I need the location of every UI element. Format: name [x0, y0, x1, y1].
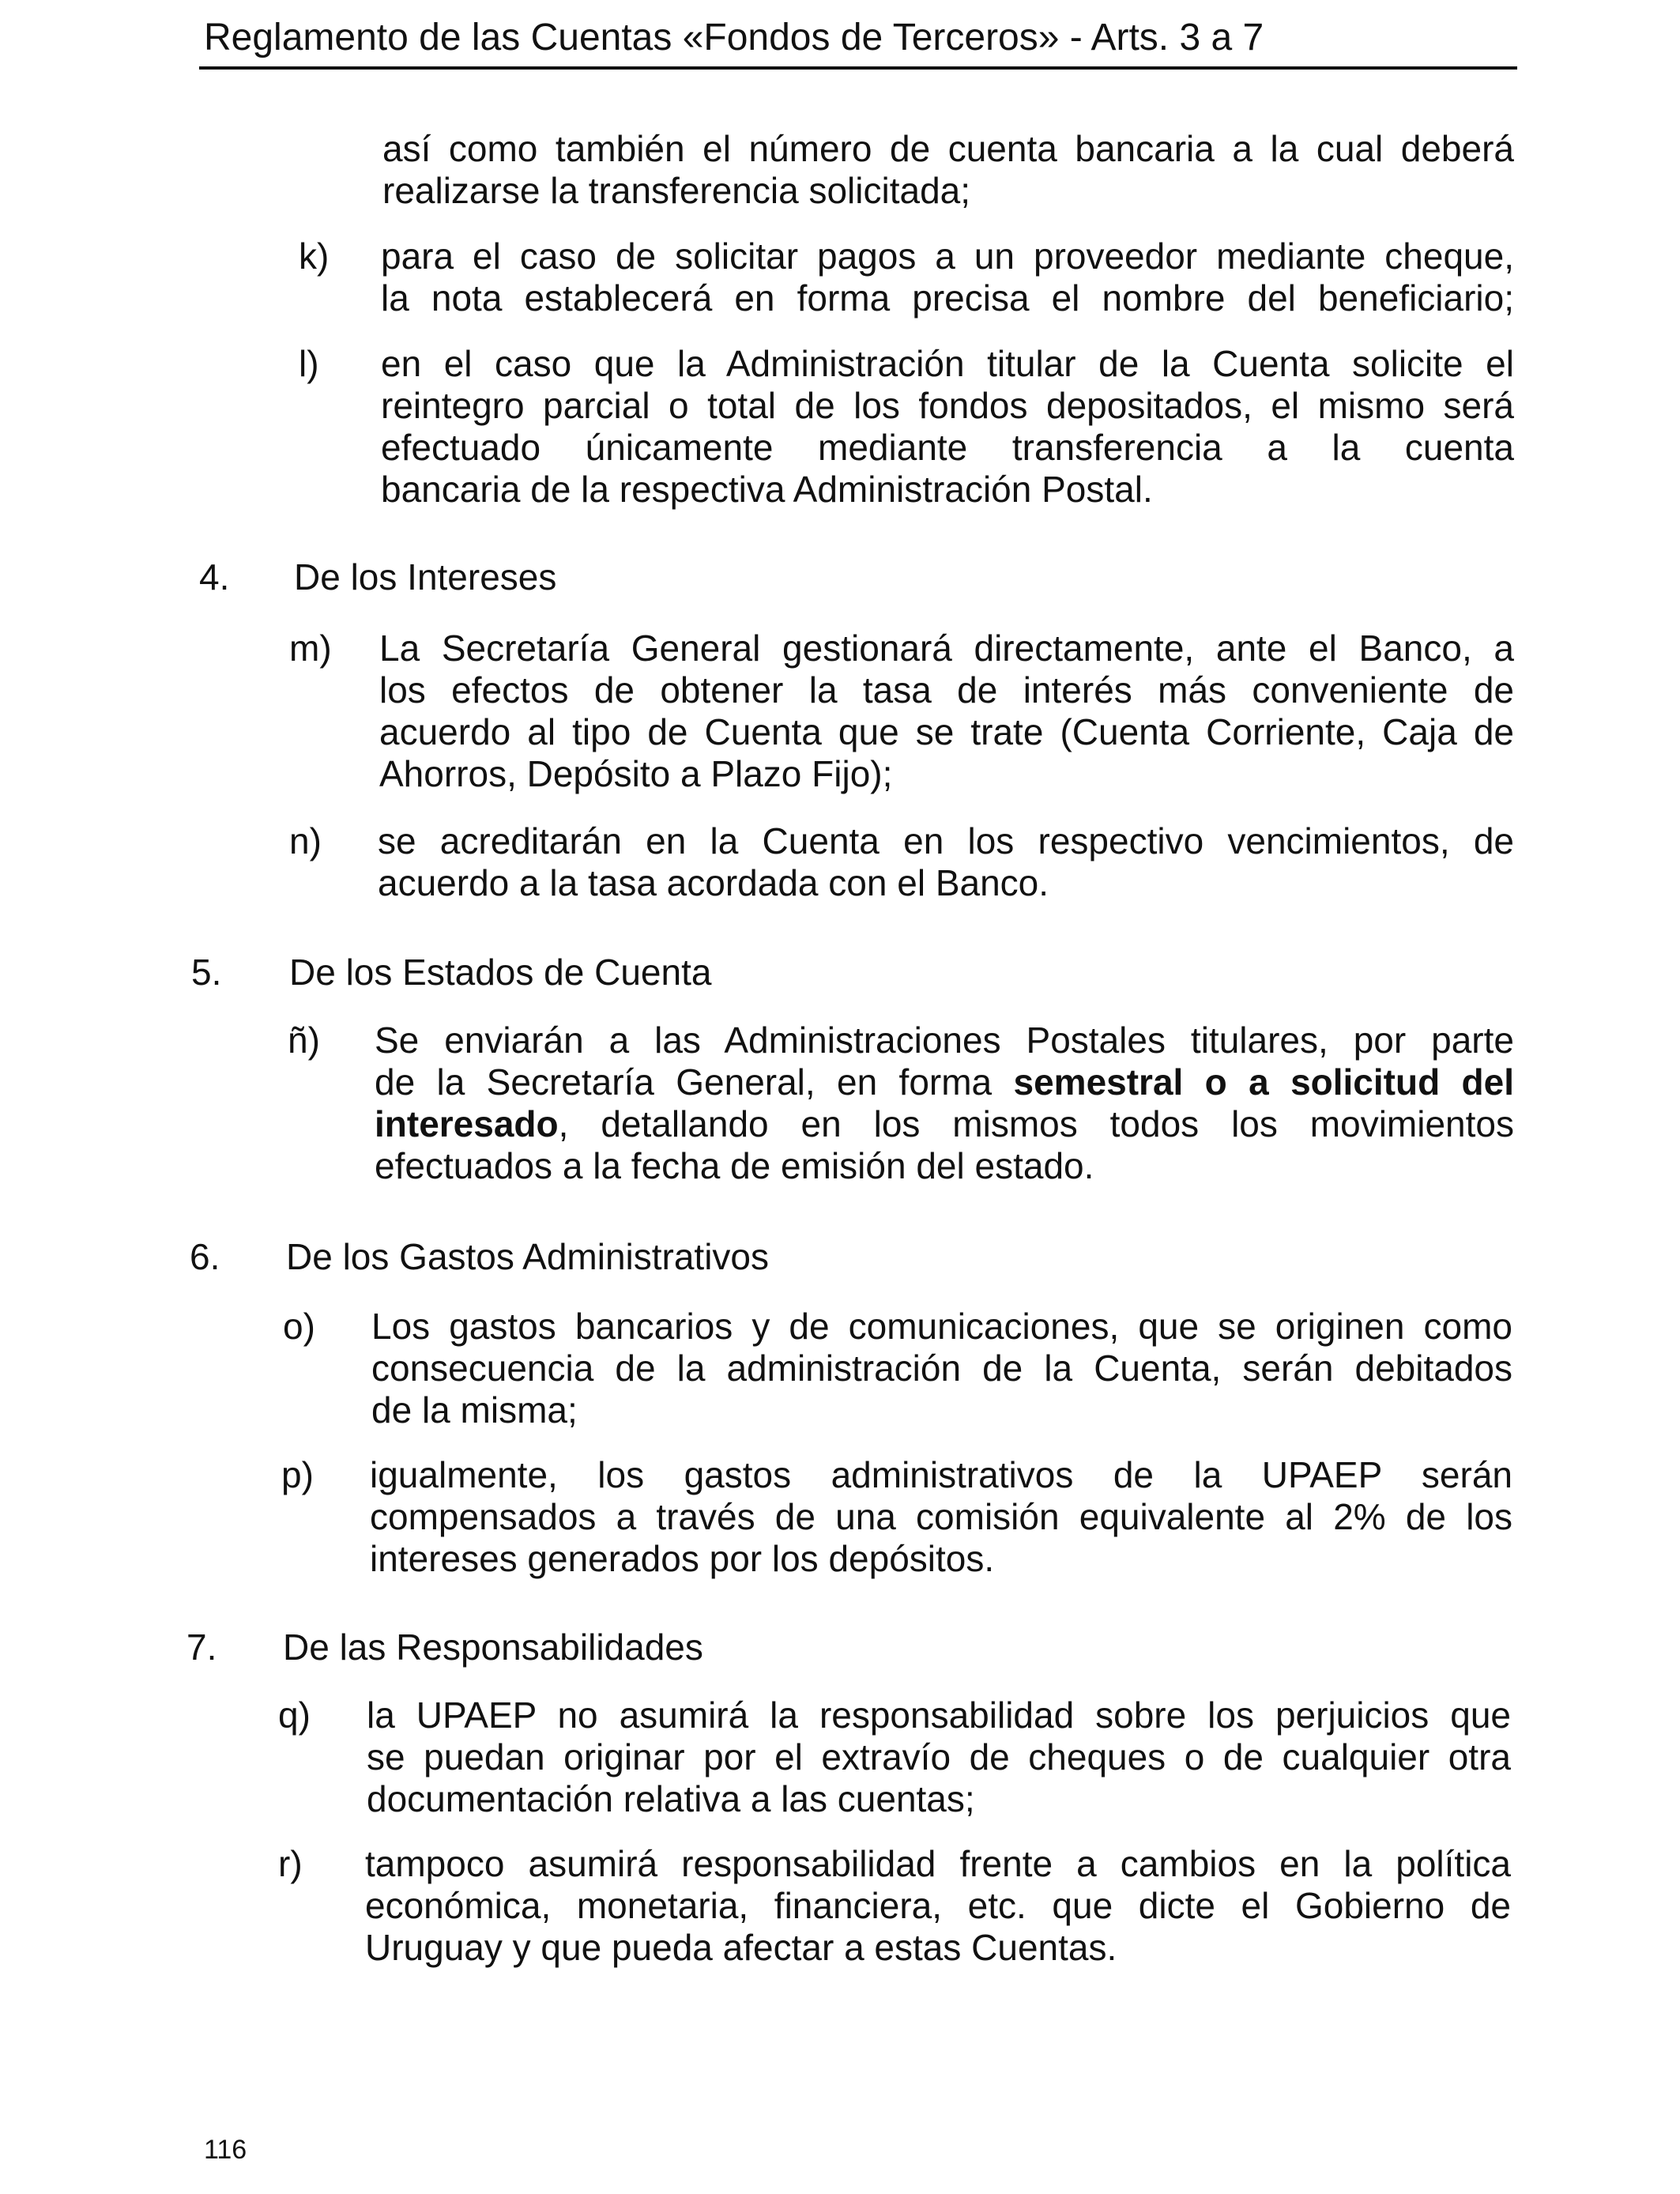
- item-marker-l: l): [299, 343, 319, 384]
- item-marker-n: n): [289, 820, 322, 861]
- item-r-text: [365, 1843, 1511, 1969]
- item-marker-enye: ñ): [288, 1020, 320, 1061]
- text-line: consecuencia de la administración de la Cuenta, serán debitados: [371, 1348, 1512, 1389]
- text-line-mixed: [375, 1103, 1514, 1145]
- text-line: Uruguay y que pueda afectar a estas Cuentas.: [365, 1927, 1117, 1968]
- text-line: la nota establecerá en forma precisa el nombre del beneficiario;: [381, 277, 1514, 319]
- text-line-mixed: [375, 1061, 1514, 1103]
- item-q-text: [367, 1695, 1511, 1820]
- section-number: 7.: [186, 1627, 217, 1668]
- item-p-text: [370, 1454, 1512, 1580]
- section-title: De los Gastos Administrativos: [286, 1236, 770, 1277]
- text-line: los efectos de obtener la tasa de interés más conveniente de: [379, 669, 1514, 711]
- bold-text: interesado: [375, 1103, 559, 1144]
- section-number: 4.: [199, 556, 230, 598]
- text-line: realizarse la transferencia solicitada;: [382, 170, 971, 211]
- item-marker-m: m): [289, 628, 332, 669]
- text-line: efectuado únicamente mediante transferencia a la cuenta: [381, 427, 1514, 468]
- text-line: acuerdo a la tasa acordada con el Banco.: [378, 862, 1049, 903]
- item-l-text: [381, 343, 1514, 511]
- text-line: bancaria de la respectiva Administración Postal.: [381, 469, 1153, 510]
- section-title: De los Intereses: [294, 556, 557, 598]
- item-o-text: [371, 1306, 1512, 1431]
- section-number: 5.: [191, 952, 222, 993]
- text-line: igualmente, los gastos administrativos de la UPAEP serán: [370, 1454, 1512, 1495]
- text-line: efectuados a la fecha de emisión del estado.: [375, 1145, 1094, 1186]
- text-run: , detallando en los mismos todos los movimientos: [558, 1103, 1514, 1144]
- text-run: de la Secretaría General, en forma: [375, 1061, 1014, 1103]
- item-m-text: [379, 628, 1514, 795]
- item-marker-o: o): [283, 1306, 315, 1347]
- text-line: tampoco asumirá responsabilidad frente a cambios en la política: [365, 1843, 1511, 1884]
- item-k-text: [381, 236, 1514, 319]
- text-line: acuerdo al tipo de Cuenta que se trate (Cuenta Corriente, Caja de: [379, 711, 1514, 752]
- bold-text: semestral o a solicitud del: [1013, 1061, 1515, 1103]
- text-line: de la misma;: [371, 1389, 578, 1431]
- text-line: así como también el número de cuenta bancaria a la cual deberá: [382, 128, 1514, 169]
- running-header: Reglamento de las Cuentas «Fondos de Terceros» - Arts. 3 a 7: [204, 17, 1264, 58]
- text-line: la UPAEP no asumirá la responsabilidad sobre los perjuicios que: [367, 1695, 1511, 1736]
- text-line: se acreditarán en la Cuenta en los respectivo vencimientos, de: [378, 820, 1514, 861]
- text-line: documentación relativa a las cuentas;: [367, 1778, 975, 1819]
- header-rule: [199, 66, 1517, 70]
- text-line: compensados a través de una comisión equivalente al 2% de los: [370, 1496, 1512, 1537]
- text-line: intereses generados por los depósitos.: [370, 1538, 995, 1579]
- text-line: para el caso de solicitar pagos a un proveedor mediante cheque,: [381, 236, 1514, 277]
- item-marker-p: p): [281, 1454, 314, 1495]
- item-marker-k: k): [299, 236, 330, 277]
- item-enye-text: [375, 1020, 1514, 1187]
- page-number: 116: [204, 2135, 247, 2165]
- section-number: 6.: [190, 1236, 220, 1277]
- text-line: Los gastos bancarios y de comunicaciones, que se originen como: [371, 1306, 1512, 1347]
- section-title: De las Responsabilidades: [283, 1627, 703, 1668]
- text-line: Ahorros, Depósito a Plazo Fijo);: [379, 753, 893, 794]
- item-n-text: [378, 820, 1514, 904]
- text-line: se puedan originar por el extravío de cheques o de cualquier otra: [367, 1736, 1511, 1777]
- text-line: en el caso que la Administración titular de la Cuenta solicite el: [381, 343, 1514, 384]
- item-j-continuation: [382, 128, 1514, 212]
- item-marker-q: q): [278, 1695, 311, 1736]
- item-marker-r: r): [278, 1843, 303, 1884]
- text-line: económica, monetaria, financiera, etc. que dicte el Gobierno de: [365, 1885, 1511, 1926]
- text-line: Se enviarán a las Administraciones Postales titulares, por parte: [375, 1020, 1514, 1061]
- section-title: De los Estados de Cuenta: [289, 952, 712, 993]
- text-line: La Secretaría General gestionará directamente, ante el Banco, a: [379, 628, 1514, 669]
- text-line: reintegro parcial o total de los fondos depositados, el mismo será: [381, 385, 1514, 426]
